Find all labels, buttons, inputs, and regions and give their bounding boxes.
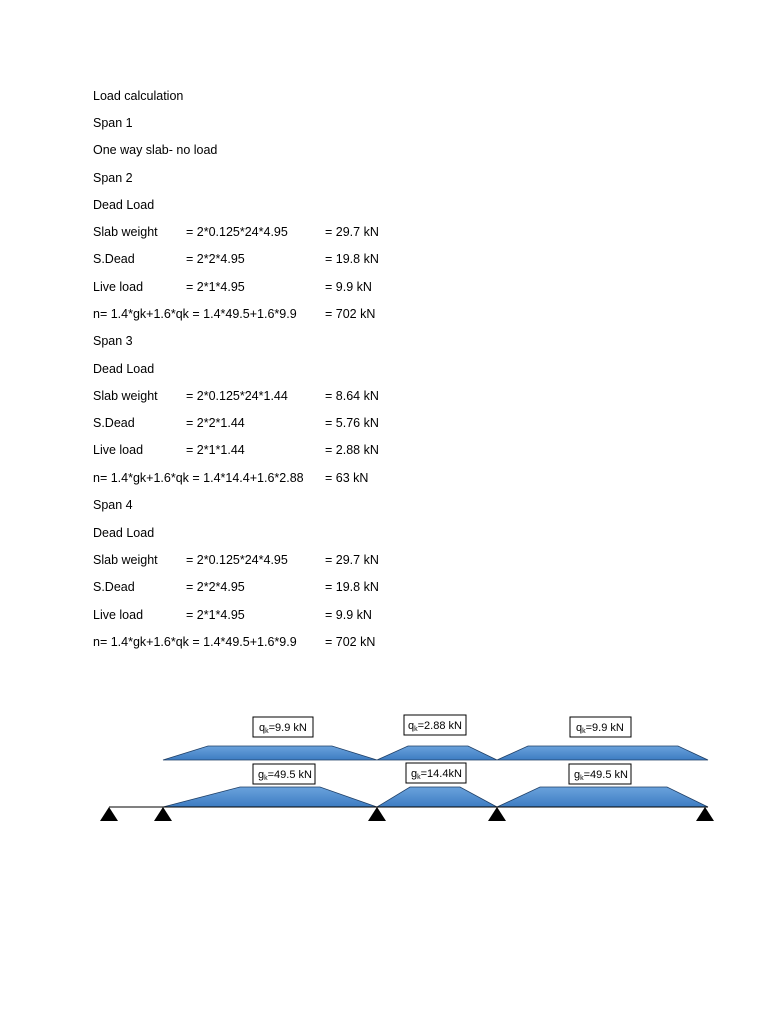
row-expression: = 2*2*4.95 bbox=[186, 252, 245, 266]
support-triangle-4 bbox=[488, 807, 506, 821]
span3-dead-load-heading: Dead Load bbox=[93, 362, 155, 376]
dead-load-span2 bbox=[163, 787, 377, 807]
row-label: S.Dead bbox=[93, 580, 135, 594]
subscript: k bbox=[264, 775, 268, 782]
row-expression: = 2*0.125*24*4.95 bbox=[186, 225, 288, 239]
row-result: = 19.8 kN bbox=[325, 252, 379, 266]
row-result: = 702 kN bbox=[325, 635, 376, 649]
row-result: = 63 kN bbox=[325, 471, 369, 485]
row-label: Live load bbox=[93, 280, 144, 294]
q-label-span3 bbox=[404, 715, 466, 735]
row-label: S.Dead bbox=[93, 252, 135, 266]
support-triangle-3 bbox=[368, 807, 386, 821]
live-load-span3 bbox=[377, 746, 497, 760]
q-label-span4 bbox=[570, 717, 631, 737]
live-load-span2 bbox=[163, 746, 377, 760]
g-label-span2 bbox=[253, 764, 315, 784]
live-load-span4 bbox=[497, 746, 708, 760]
g-label-span3 bbox=[406, 763, 466, 783]
span1-heading: Span 1 bbox=[93, 116, 133, 130]
span3-heading: Span 3 bbox=[93, 334, 133, 348]
row-expression: = 2*2*1.44 bbox=[186, 416, 245, 430]
span2-dead-load-heading: Dead Load bbox=[93, 198, 155, 212]
symbol: q bbox=[408, 720, 415, 732]
row-result: = 29.7 kN bbox=[325, 225, 379, 239]
row-expression: = 2*1*4.95 bbox=[186, 280, 245, 294]
row-result: = 9.9 kN bbox=[325, 280, 372, 294]
row-expression: n= 1.4*gk+1.6*qk = 1.4*49.5+1.6*9.9 bbox=[93, 307, 297, 321]
subscript: k bbox=[265, 728, 269, 735]
row-result: = 8.64 kN bbox=[325, 389, 379, 403]
document-title: Load calculation bbox=[93, 89, 184, 103]
row-label: Live load bbox=[93, 608, 144, 622]
row-label: Slab weight bbox=[93, 225, 158, 239]
row-expression: = 2*1*1.44 bbox=[186, 443, 245, 457]
subscript: k bbox=[414, 726, 418, 733]
value: =49.5 kN bbox=[583, 769, 628, 781]
row-label: Slab weight bbox=[93, 553, 158, 567]
row-result: = 702 kN bbox=[325, 307, 376, 321]
support-triangle-1 bbox=[100, 807, 118, 821]
span1-note: One way slab- no load bbox=[93, 143, 218, 157]
row-label: Live load bbox=[93, 443, 144, 457]
row-result: = 29.7 kN bbox=[325, 553, 379, 567]
row-result: = 9.9 kN bbox=[325, 608, 372, 622]
symbol: q bbox=[259, 722, 266, 734]
symbol: q bbox=[576, 722, 583, 734]
value: =14.4kN bbox=[420, 768, 462, 780]
span4-dead-load-heading: Dead Load bbox=[93, 526, 155, 540]
subscript: k bbox=[417, 774, 421, 781]
dead-load-span4 bbox=[497, 787, 708, 807]
row-result: = 2.88 kN bbox=[325, 443, 379, 457]
dead-load-span3 bbox=[377, 787, 497, 807]
row-expression: = 2*0.125*24*1.44 bbox=[186, 389, 288, 403]
row-expression: = 2*1*4.95 bbox=[186, 608, 245, 622]
q-label-span2 bbox=[253, 717, 313, 737]
value: =9.9 kN bbox=[585, 722, 624, 734]
row-result: = 5.76 kN bbox=[325, 416, 379, 430]
symbol: g bbox=[574, 769, 581, 781]
row-label: S.Dead bbox=[93, 416, 135, 430]
value: =9.9 kN bbox=[268, 722, 307, 734]
support-triangle-2 bbox=[154, 807, 172, 821]
span4-heading: Span 4 bbox=[93, 498, 133, 512]
value: =2.88 kN bbox=[417, 720, 462, 732]
row-result: = 19.8 kN bbox=[325, 580, 379, 594]
value: =49.5 kN bbox=[267, 769, 312, 781]
symbol: g bbox=[411, 768, 418, 780]
subscript: k bbox=[582, 728, 586, 735]
subscript: k bbox=[580, 775, 584, 782]
row-expression: = 2*2*4.95 bbox=[186, 580, 245, 594]
symbol: g bbox=[258, 769, 265, 781]
row-expression: n= 1.4*gk+1.6*qk = 1.4*14.4+1.6*2.88 bbox=[93, 471, 304, 485]
support-triangle-5 bbox=[696, 807, 714, 821]
g-label-span4 bbox=[569, 764, 631, 784]
beam-load-diagram bbox=[0, 690, 768, 850]
row-label: Slab weight bbox=[93, 389, 158, 403]
span2-heading: Span 2 bbox=[93, 171, 133, 185]
row-expression: n= 1.4*gk+1.6*qk = 1.4*49.5+1.6*9.9 bbox=[93, 635, 297, 649]
row-expression: = 2*0.125*24*4.95 bbox=[186, 553, 288, 567]
